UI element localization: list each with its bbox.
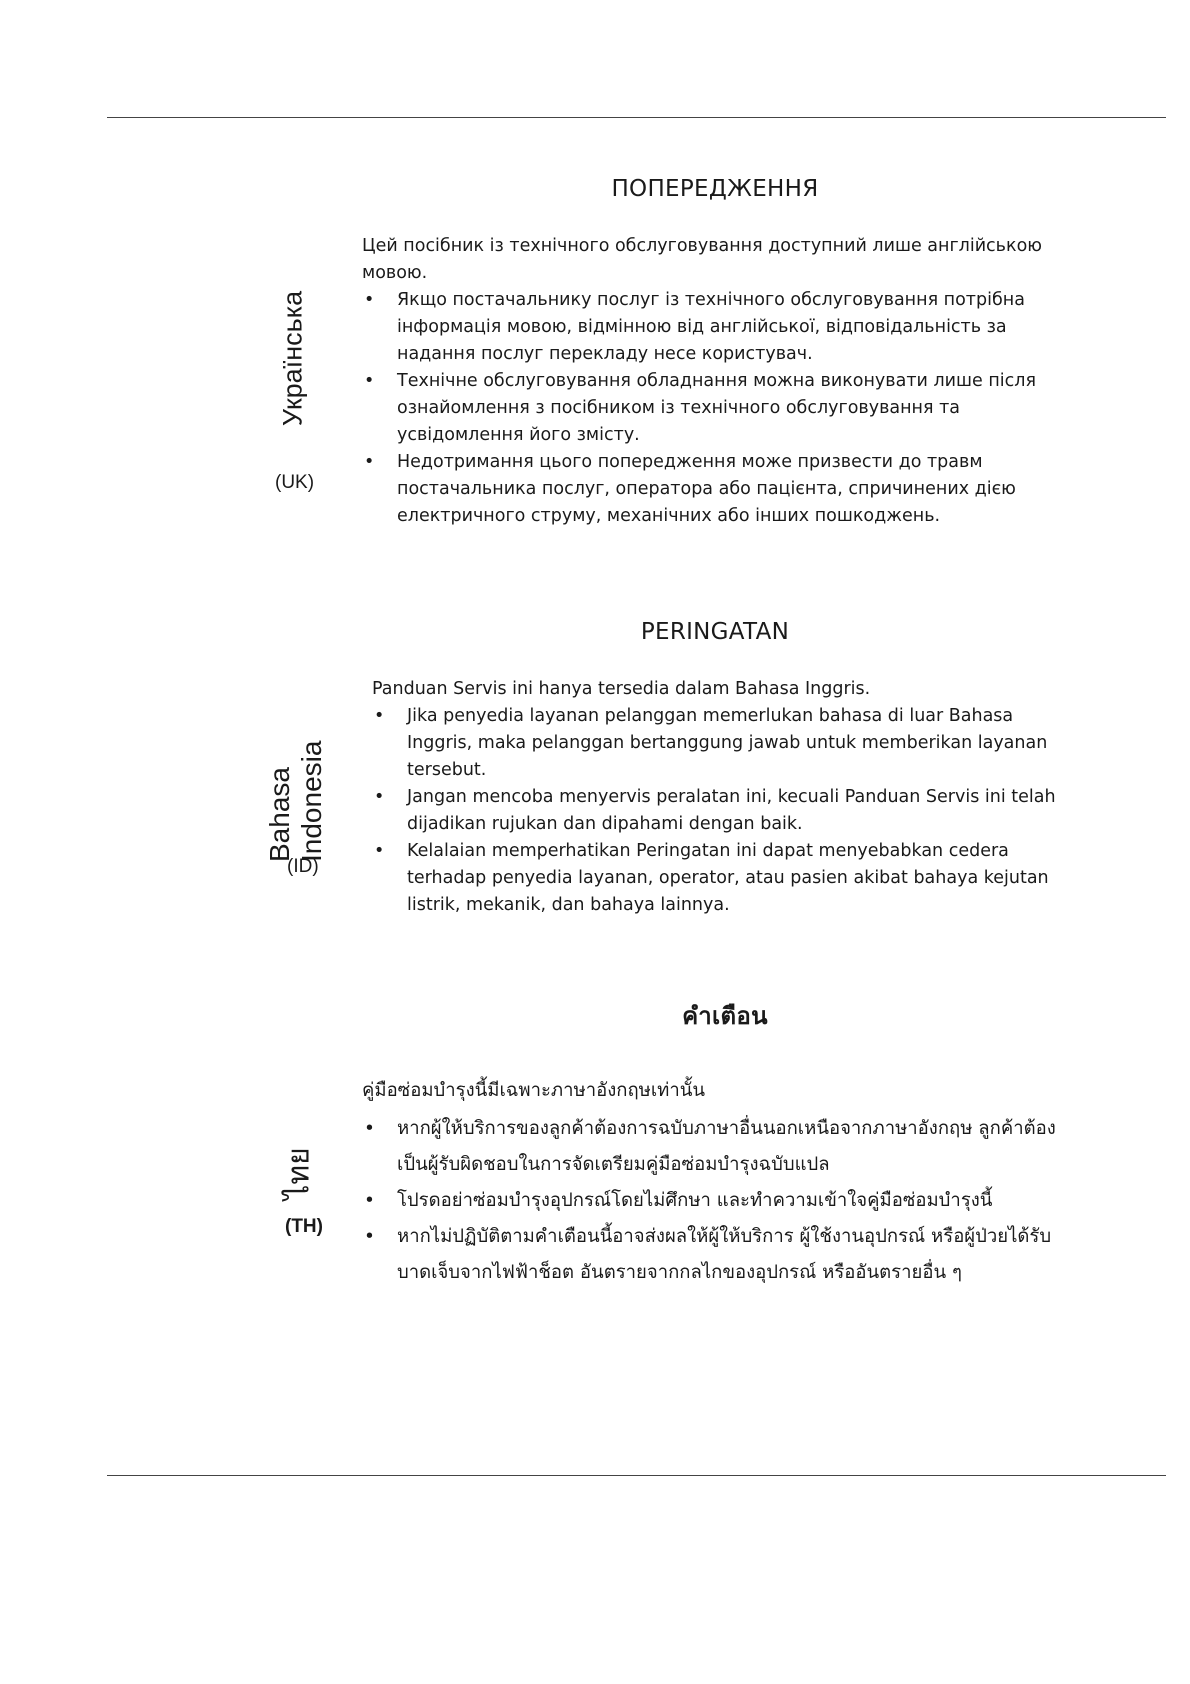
language-name-id-line2: Indonesia xyxy=(296,740,327,862)
list-item: • Jika penyedia layanan pelanggan memerlukan bahasa di luar Bahasa Inggris, maka pelanggan bertanggung jawab untuk memberikan layanan tersebut. xyxy=(372,703,1062,784)
warning-body-uk xyxy=(362,233,1062,530)
intro-text-id: Panduan Servis ini hanya tersedia dalam Bahasa Inggris. xyxy=(372,679,871,699)
bullet-list-th xyxy=(362,1111,1062,1291)
warning-title-id: PERINGATAN xyxy=(640,619,790,645)
warning-title-uk: ПОПЕРЕДЖЕННЯ xyxy=(611,176,819,202)
language-code-id: (ID) xyxy=(287,856,319,877)
bullet-icon: • xyxy=(374,841,385,861)
bullet-list-id xyxy=(372,703,1062,919)
warning-body-th xyxy=(362,1073,1062,1291)
bullet-list-uk xyxy=(362,287,1062,530)
intro-text-th: คู่มือซ่อมบำรุงนี้มีเฉพาะภาษาอังกฤษเท่านั้น xyxy=(362,1080,706,1101)
language-code-th: (TH) xyxy=(285,1216,323,1237)
warning-title-th: คำเตือน xyxy=(682,1001,768,1030)
bottom-rule xyxy=(107,1475,1166,1476)
list-item: • Недотримання цього попередження може призвести до травм постачальника послуг, оператора або пацієнта, спричинених дією електричного струму, механічних або інших пошкоджень. xyxy=(362,449,1062,530)
language-name-th: ไทย xyxy=(281,1147,317,1200)
language-name-id-line1: Bahasa xyxy=(264,767,295,862)
bullet-icon: • xyxy=(374,787,385,807)
list-item: • Jangan mencoba menyervis peralatan ini, kecuali Panduan Servis ini telah dijadikan rujukan dan dipahami dengan baik. xyxy=(372,784,1062,838)
bullet-icon: • xyxy=(364,1190,375,1211)
warning-body-id xyxy=(372,676,1062,919)
top-rule xyxy=(107,117,1166,118)
bullet-icon: • xyxy=(364,371,375,391)
bullet-icon: • xyxy=(364,290,375,310)
bullet-icon: • xyxy=(374,706,385,726)
bullet-icon: • xyxy=(364,1226,375,1247)
language-name-id xyxy=(264,722,328,862)
list-item: • หากผู้ให้บริการของลูกค้าต้องการฉบับภาษาอื่นนอกเหนือจากภาษาอังกฤษ ลูกค้าต้องเป็นผู้รับผิดชอบในการจัดเตรียมคู่มือซ่อมบำรุงฉบับแปล xyxy=(362,1111,1062,1183)
language-name-uk: Українська xyxy=(277,290,308,427)
intro-text-uk: Цей посібник із технічного обслуговування доступний лише англійською мовою. xyxy=(362,236,1043,283)
bullet-icon: • xyxy=(364,1118,375,1139)
language-code-uk: (UK) xyxy=(275,472,315,493)
list-item: • Технічне обслуговування обладнання можна виконувати лише після ознайомлення з посібником із технічного обслуговування та усвідомлення його змісту. xyxy=(362,368,1062,449)
list-item: • Якщо постачальнику послуг із технічного обслуговування потрібна інформація мовою, відмінною від англійської, відповідальність за надання послуг перекладу несе користувач. xyxy=(362,287,1062,368)
list-item: • โปรดอย่าซ่อมบำรุงอุปกรณ์โดยไม่ศึกษา และทำความเข้าใจคู่มือซ่อมบำรุงนี้ xyxy=(362,1183,1062,1219)
list-item: • Kelalaian memperhatikan Peringatan ini dapat menyebabkan cedera terhadap penyedia layanan, operator, atau pasien akibat bahaya kejutan listrik, mekanik, dan bahaya lainnya. xyxy=(372,838,1062,919)
bullet-icon: • xyxy=(364,452,375,472)
list-item: • หากไม่ปฏิบัติตามคำเตือนนี้อาจส่งผลให้ผู้ให้บริการ ผู้ใช้งานอุปกรณ์ หรือผู้ป่วยได้รับบาดเจ็บจากไฟฟ้าช็อต อันตรายจากกลไกของอุปกรณ์ หรืออันตรายอื่น ๆ xyxy=(362,1219,1062,1291)
